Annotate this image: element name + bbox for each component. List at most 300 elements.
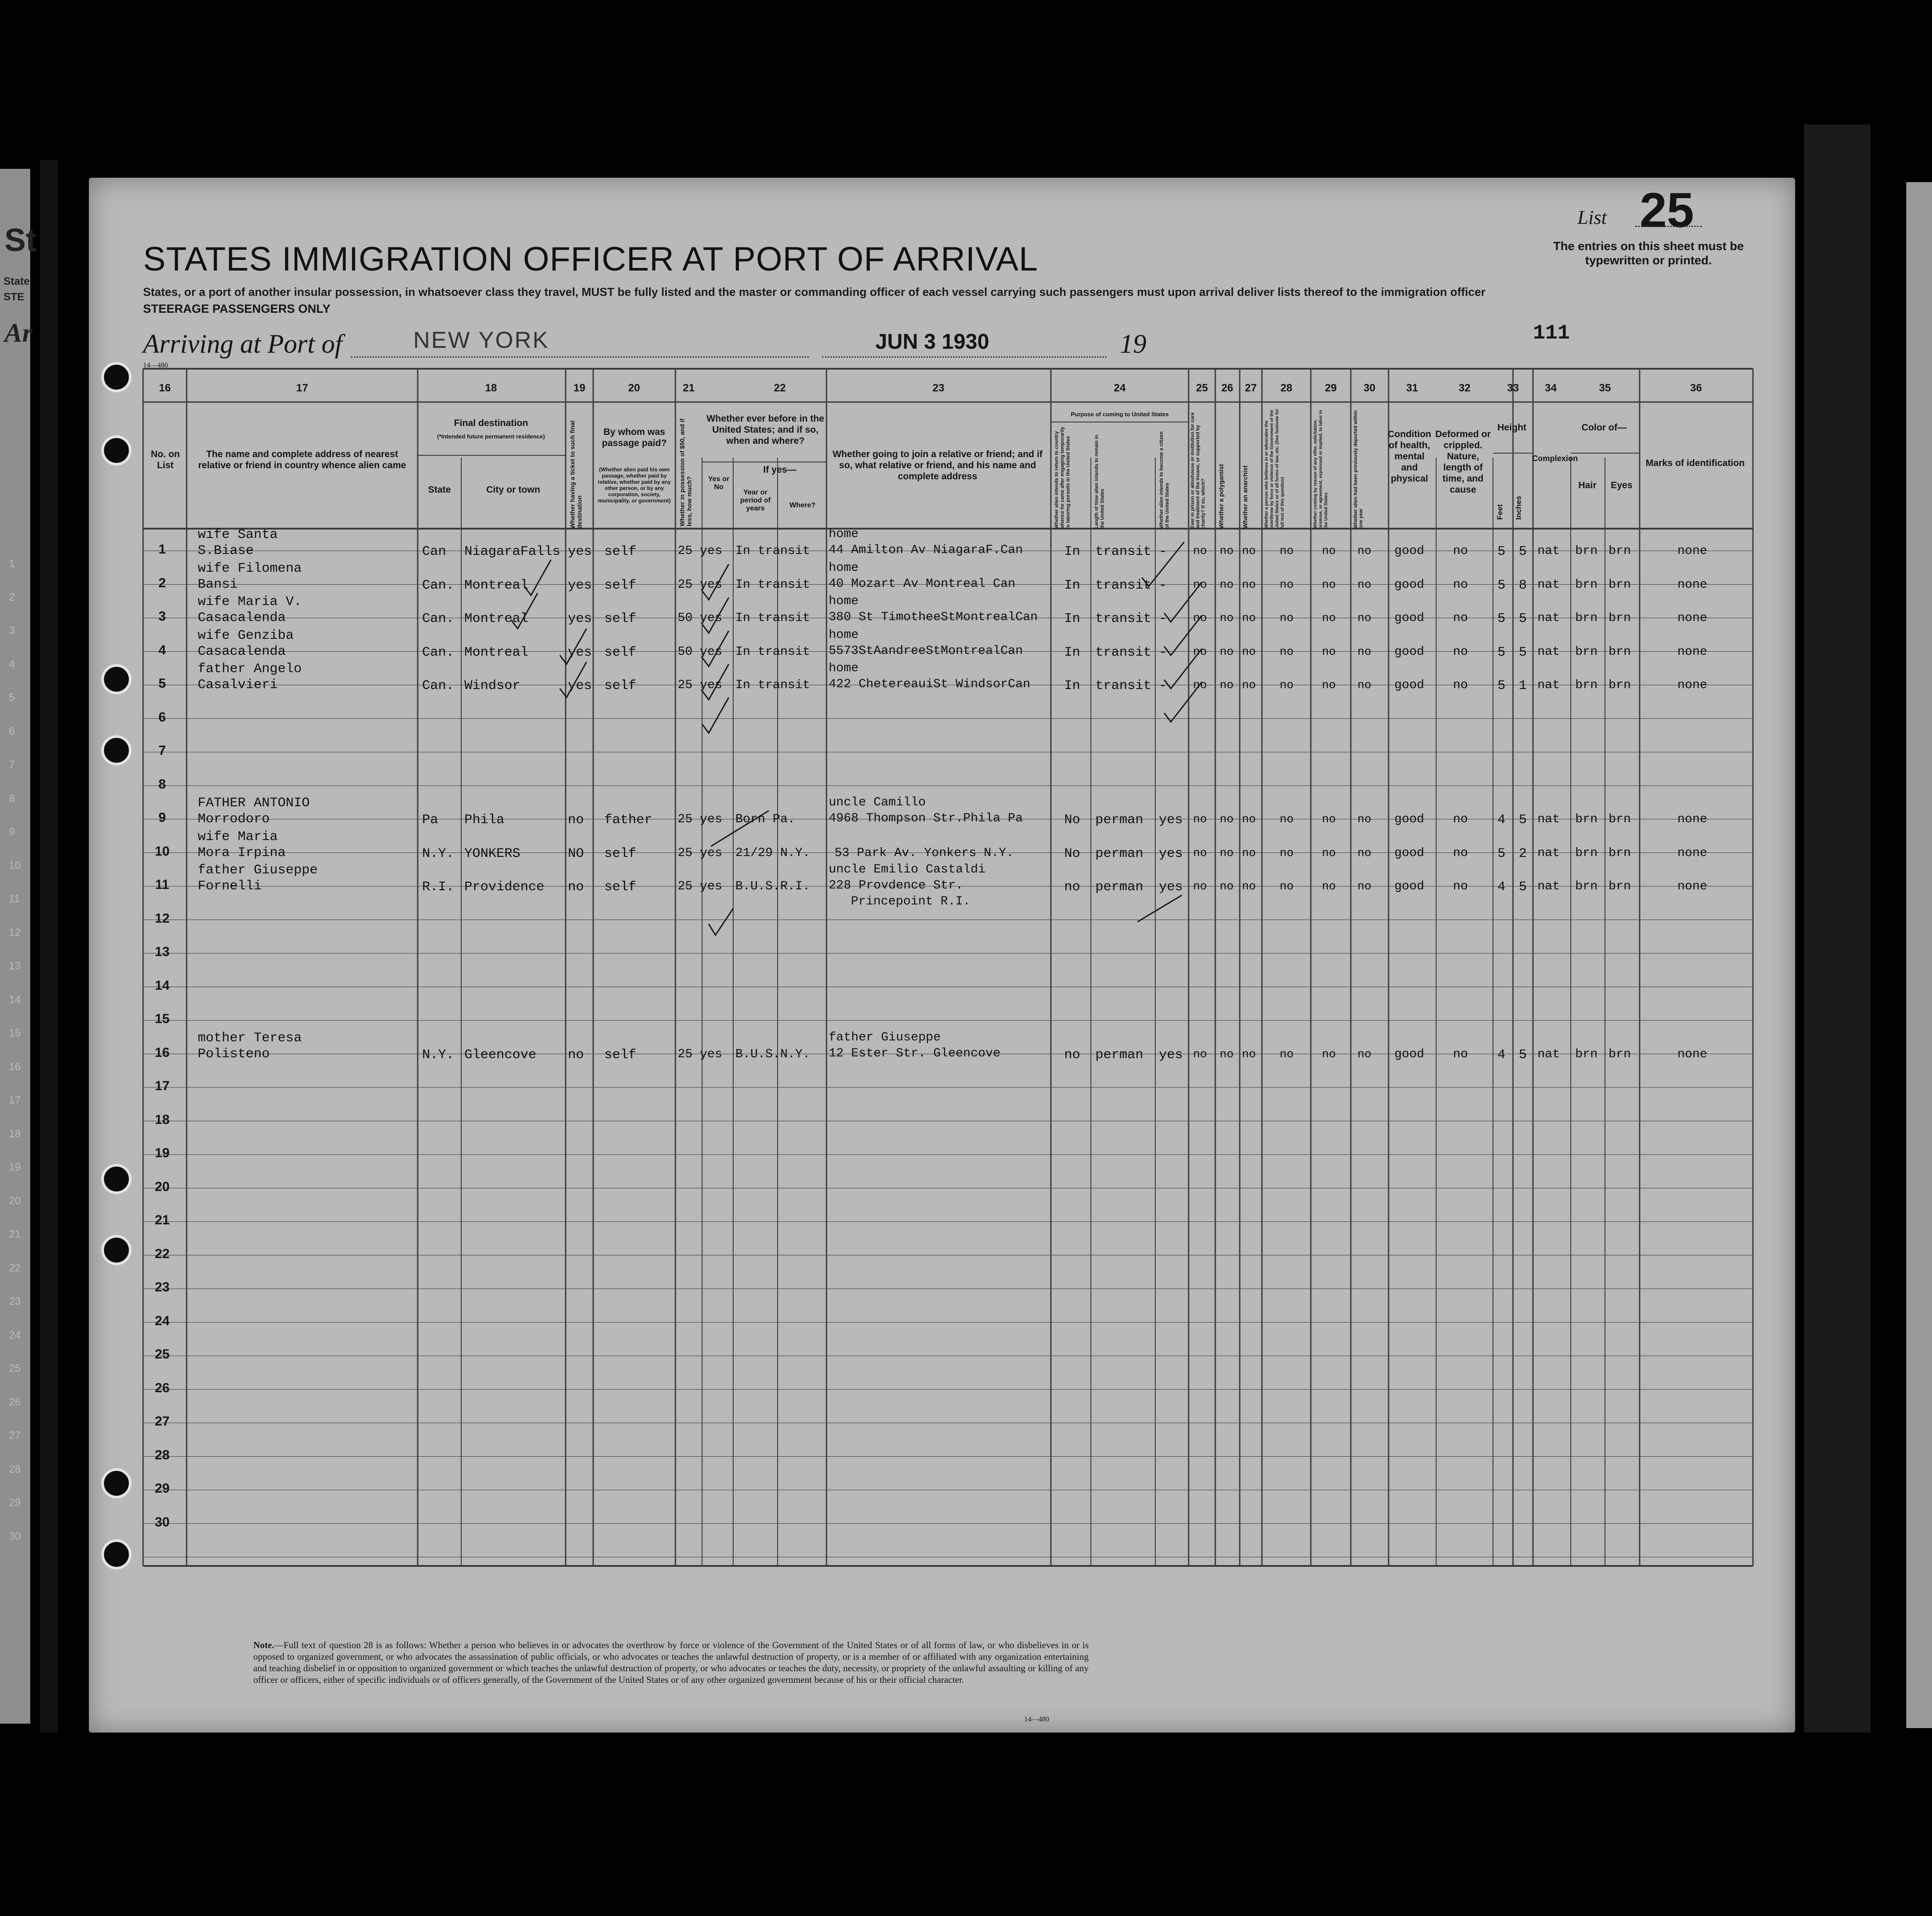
passage-paid-by: self [604, 544, 637, 559]
purpose-length: transit [1095, 611, 1152, 626]
left-page-row-number: 13 [9, 960, 21, 972]
header-feet: Feet [1496, 504, 1504, 520]
q25-answer: no [1193, 678, 1207, 692]
before-in-us: yes [700, 813, 723, 826]
check-mark [711, 811, 769, 846]
steerage-label: STEERAGE PASSENGERS ONLY [143, 302, 331, 315]
check-mark [702, 631, 729, 666]
left-page-line-1: State [4, 275, 30, 287]
header-city: City or town [486, 485, 540, 495]
row-number: 22 [155, 1246, 170, 1261]
column-number: 21 [683, 382, 695, 394]
ticket-answer: yes [568, 578, 592, 593]
deformed-answer: no [1453, 578, 1468, 592]
purpose-length: transit [1095, 578, 1152, 593]
money-in-possession: 50 [678, 611, 693, 625]
ticket-answer: NO [568, 846, 584, 861]
header-polygamist: Whether a polygamist [1217, 464, 1225, 529]
destination-city: Montreal [464, 645, 529, 660]
deformed-answer: no [1453, 880, 1468, 893]
q28-answer: no [1280, 544, 1294, 558]
q26-answer: no [1220, 544, 1234, 558]
health-condition: good [1394, 678, 1425, 692]
row-number: 3 [158, 609, 166, 624]
q27-answer: no [1242, 846, 1256, 860]
height-feet: 5 [1497, 611, 1506, 626]
row-number: 15 [155, 1012, 170, 1026]
before-in-us: yes [700, 846, 723, 860]
identification-marks: none [1677, 880, 1708, 893]
purpose-citizen: yes [1159, 1047, 1183, 1063]
purpose-length: transit [1095, 544, 1152, 559]
deformed-answer: no [1453, 645, 1468, 659]
column-number: 20 [628, 382, 640, 394]
destination-state: Pa [422, 813, 439, 828]
left-page-row-number: 12 [9, 926, 21, 939]
money-in-possession: 25 [678, 1047, 693, 1061]
check-mark [702, 697, 729, 733]
header-ticket: Whether having a ticket to such final destination [569, 420, 583, 529]
header-marks: Marks of identification [1645, 458, 1745, 468]
check-mark [560, 629, 587, 664]
joining-relative: home [829, 628, 859, 642]
q26-answer: no [1220, 678, 1234, 692]
height-inches: 5 [1519, 880, 1527, 895]
joining-relative: home [829, 527, 859, 541]
row-number: 27 [155, 1414, 170, 1429]
relative-name: Casalvieri [198, 677, 278, 693]
destination-state: Can. [422, 645, 455, 660]
left-page-row-number: 15 [9, 1027, 21, 1039]
purpose-return: In [1064, 611, 1081, 626]
joining-relative: 53 Park Av. Yonkers N.Y. [834, 846, 1014, 860]
header-if-yes: If yes— [763, 465, 797, 475]
column-number: 30 [1363, 382, 1376, 394]
ticket-answer: no [568, 1047, 584, 1063]
complexion: nat [1537, 645, 1560, 659]
relative-name: father Giuseppe [198, 863, 318, 878]
identification-marks: none [1677, 578, 1708, 592]
purpose-citizen: - [1159, 578, 1167, 593]
left-page-row-number: 24 [9, 1329, 21, 1341]
footnote-text: —Full text of question 28 is as follows: Whether a person who believes in or advocates the overthrow by force or violence of the Government of the United States or of all forms of law, or who disbelieves in or is opposed to organized government, or who advocates the assassination of public officials, or who advocates or teaches the unlawful destruction of property, or is a member of or affiliated with any organization entertaining and teaching disbelief in or opposition to organized government or which teaches the unlawful destruction of property, or who advocates or teaches the duty, necessity, or propriety of the unlawful assaulting or killing of any officer or officers, either of specific individuals or of officers generally, of the Government of the United States or of any other organized government because of his or their official character. [253, 1640, 1089, 1685]
complexion: nat [1537, 846, 1560, 860]
height-feet: 4 [1497, 1047, 1506, 1063]
purpose-citizen: - [1159, 611, 1167, 626]
joining-relative: Princepoint R.I. [851, 895, 970, 908]
health-condition: good [1394, 544, 1425, 558]
left-page-row-number: 2 [9, 591, 15, 603]
row-number: 21 [155, 1213, 170, 1227]
header-purpose-length: Length of time alien intends to remain in the United States [1094, 434, 1105, 529]
check-mark [524, 560, 551, 595]
joining-relative: home [829, 561, 859, 575]
check-mark [1142, 542, 1184, 586]
left-page-row-number: 29 [9, 1497, 21, 1509]
column-number: 32 [1458, 382, 1471, 394]
row-number: 14 [155, 978, 170, 993]
money-in-possession: 25 [678, 544, 693, 558]
header-condition: Condition of health, mental and physical [1388, 429, 1431, 484]
relative-name: mother Teresa [198, 1030, 302, 1046]
header-color-of: Color of— [1581, 422, 1627, 433]
health-condition: good [1394, 645, 1425, 659]
before-where: B.U.S.N.Y. [735, 1047, 810, 1061]
q28-answer: no [1280, 813, 1294, 826]
destination-state: N.Y. [422, 846, 455, 861]
height-inches: 8 [1519, 578, 1527, 593]
complexion: nat [1537, 678, 1560, 692]
before-where: In transit [735, 611, 810, 625]
footnote [253, 1639, 1089, 1685]
q27-answer: no [1242, 544, 1256, 558]
purpose-return: In [1064, 544, 1081, 559]
q26-answer: no [1220, 645, 1234, 658]
eye-color: brn [1609, 578, 1631, 592]
left-page-row-number: 5 [9, 692, 15, 704]
q25-answer: no [1193, 846, 1207, 860]
left-page-italic-fragment: Ar [4, 318, 33, 347]
before-in-us: yes [700, 611, 723, 625]
q25-answer: no [1193, 544, 1207, 558]
header-purpose-citizen: Whether alien intends to become a citizen of the United States [1159, 431, 1170, 529]
destination-state: N.Y. [422, 1047, 455, 1063]
q28-answer: no [1280, 611, 1294, 625]
money-in-possession: 25 [678, 880, 693, 893]
row-number: 17 [155, 1079, 170, 1093]
purpose-return: In [1064, 678, 1081, 693]
row-number: 10 [155, 844, 170, 859]
q28-answer: no [1280, 578, 1294, 591]
relative-name: Morrodoro [198, 812, 270, 827]
row-number: 24 [155, 1313, 170, 1328]
q25-answer: no [1193, 1047, 1207, 1061]
q27-answer: no [1242, 880, 1256, 893]
purpose-citizen: yes [1159, 813, 1183, 828]
q27-answer: no [1242, 645, 1256, 658]
destination-city: Windsor [464, 678, 521, 693]
passage-paid-by: self [604, 645, 637, 660]
height-feet: 5 [1497, 645, 1506, 660]
passage-paid-by: self [604, 578, 637, 593]
q28-answer: no [1280, 846, 1294, 860]
header-yes-no: Yes or No [708, 475, 730, 491]
complexion: nat [1537, 578, 1560, 592]
q30-answer: no [1357, 846, 1372, 860]
header-before-us: Whether ever before in the United States; and if so, when and where? [707, 414, 824, 446]
purpose-citizen: - [1159, 678, 1167, 693]
row-number: 18 [155, 1112, 170, 1127]
destination-city: Gleencove [464, 1047, 537, 1063]
relative-name: Fornelli [198, 879, 262, 894]
left-page-row-number: 22 [9, 1262, 21, 1274]
joining-relative: 422 ChetereauiSt WindsorCan [829, 677, 1030, 691]
height-inches: 5 [1519, 813, 1527, 828]
joining-relative: home [829, 661, 859, 675]
hair-color: brn [1575, 813, 1598, 826]
row-number: 5 [158, 676, 166, 691]
q30-answer: no [1357, 880, 1372, 893]
deformed-answer: no [1453, 1047, 1468, 1061]
column-number: 27 [1245, 382, 1257, 394]
left-page-row-number: 17 [9, 1094, 21, 1106]
relative-name: FATHER ANTONIO [198, 796, 310, 811]
ticket-answer: no [568, 813, 584, 828]
eye-color: brn [1609, 544, 1631, 558]
column-number: 34 [1545, 382, 1557, 394]
deformed-answer: no [1453, 544, 1468, 558]
q29-answer: no [1322, 880, 1336, 893]
health-condition: good [1394, 611, 1425, 625]
before-where: In transit [735, 544, 810, 558]
purpose-return: No [1064, 813, 1081, 828]
joining-relative: uncle Camillo [829, 796, 926, 809]
left-page-row-number: 18 [9, 1127, 21, 1140]
header-q28: Whether a person who believes in or advocates the overthrow by force or violence of the Government of the United States or of all forms of law, etc. (See footnote for full text of this question) [1264, 409, 1285, 529]
ticket-answer: yes [568, 645, 592, 660]
passage-paid-by: self [604, 611, 637, 626]
health-condition: good [1394, 880, 1425, 893]
left-page-row-number: 30 [9, 1530, 21, 1542]
header-nearest-relative: The name and complete address of nearest relative or friend in country whence alien came [198, 449, 406, 470]
q30-answer: no [1357, 1047, 1372, 1061]
hair-color: brn [1575, 678, 1598, 692]
ticket-answer: no [568, 880, 584, 895]
row-number: 8 [158, 777, 166, 792]
identification-marks: none [1677, 1047, 1708, 1061]
form-number-top: 14—480 [143, 362, 168, 369]
q29-answer: no [1322, 678, 1336, 692]
purpose-return: no [1064, 1047, 1081, 1063]
destination-city: YONKERS [464, 846, 521, 861]
header-final-destination-note: (*Intended future permanent residence) [437, 433, 545, 440]
relative-name: Casacalenda [198, 644, 286, 659]
left-page-row-number: 26 [9, 1396, 21, 1408]
before-in-us: yes [700, 678, 723, 692]
q29-answer: no [1322, 813, 1336, 826]
left-page-row-number: 7 [9, 759, 15, 771]
ticket-answer: yes [568, 678, 592, 693]
form-subtitle: States, or a port of another insular possession, in whatsoever class they travel, MUST be fully listed and the master or commanding officer of each vessel carrying such passengers must upon arrival deliver lists thereof to the immigration officer [143, 285, 1486, 299]
relative-name: wife Santa [198, 527, 278, 542]
destination-state: Can. [422, 678, 455, 693]
q30-answer: no [1357, 578, 1372, 591]
q30-answer: no [1357, 678, 1372, 692]
left-page-row-number: 1 [9, 558, 15, 570]
height-inches: 2 [1519, 846, 1527, 861]
complexion: nat [1537, 880, 1560, 893]
destination-state: Can [422, 544, 447, 559]
height-feet: 4 [1497, 880, 1506, 895]
q25-answer: no [1193, 813, 1207, 826]
left-page-row-number: 19 [9, 1161, 21, 1173]
passage-paid-by: father [604, 813, 653, 828]
destination-state: R.I. [422, 880, 455, 895]
left-page-row-number: 4 [9, 658, 15, 670]
eye-color: brn [1609, 880, 1631, 893]
left-page-row-number: 8 [9, 792, 15, 805]
column-number: 24 [1114, 382, 1126, 394]
joining-relative: home [829, 594, 859, 608]
purpose-return: No [1064, 846, 1081, 861]
joining-relative: 40 Mozart Av Montreal Can [829, 577, 1016, 591]
column-number: 16 [159, 382, 171, 394]
hair-color: brn [1575, 645, 1598, 659]
hair-color: brn [1575, 611, 1598, 625]
q26-answer: no [1220, 813, 1234, 826]
height-inches: 1 [1519, 678, 1527, 693]
header-q30: Whether alien had been previously deported within one year [1353, 410, 1364, 529]
form-number-bottom: 14—480 [1024, 1716, 1049, 1723]
check-mark [511, 593, 538, 629]
deformed-answer: no [1453, 813, 1468, 826]
hair-color: brn [1575, 880, 1598, 893]
purpose-length: transit [1095, 678, 1152, 693]
check-mark [702, 664, 729, 700]
q29-answer: no [1322, 846, 1336, 860]
relative-name: father Angelo [198, 661, 302, 677]
purpose-citizen: yes [1159, 880, 1183, 895]
header-joining: Whether going to join a relative or friend; and if so, what relative or friend, and his name and complete address [832, 449, 1043, 482]
hair-color: brn [1575, 846, 1598, 860]
arriving-label: Arriving at Port of [143, 329, 343, 359]
column-number: 18 [485, 382, 497, 394]
height-feet: 5 [1497, 846, 1506, 861]
q27-answer: no [1242, 578, 1256, 591]
hair-color: brn [1575, 544, 1598, 558]
q26-answer: no [1220, 611, 1234, 625]
before-in-us: yes [700, 578, 723, 592]
money-in-possession: 25 [678, 813, 693, 826]
relative-name: Casacalenda [198, 610, 286, 625]
column-number: 28 [1280, 382, 1293, 394]
column-number: 36 [1690, 382, 1702, 394]
before-where: In transit [735, 678, 810, 692]
q30-answer: no [1357, 544, 1372, 558]
header-height: Height [1497, 422, 1527, 433]
clerk-code: 111 [1533, 322, 1570, 345]
row-number: 13 [155, 944, 170, 959]
list-label: List [1577, 207, 1607, 228]
left-page-row-number: 20 [9, 1195, 21, 1207]
header-passage: By whom was passage paid? [602, 427, 667, 448]
header-anarchist: Whether an anarchist [1241, 465, 1249, 529]
typewritten-notice: The entries on this sheet must be typewritten or printed. [1553, 239, 1744, 267]
left-page-row-number: 10 [9, 859, 21, 872]
header-inches: Inches [1514, 496, 1523, 520]
header-where: Where? [789, 502, 816, 509]
footnote-label: Note. [253, 1640, 275, 1650]
left-page-row-number: 6 [9, 725, 15, 737]
header-final-destination: Final destination [454, 418, 528, 428]
port-of-arrival: NEW YORK [413, 327, 550, 353]
header-purpose-return: Whether alien intends to return to country whence he came after engaging temporarily in laboring pursuits in the United States [1054, 426, 1071, 529]
check-mark [1164, 582, 1202, 622]
row-number: 26 [155, 1380, 170, 1395]
purpose-length: perman [1095, 846, 1144, 861]
header-eyes: Eyes [1610, 480, 1633, 490]
q29-answer: no [1322, 578, 1336, 591]
height-inches: 5 [1519, 544, 1527, 559]
eye-color: brn [1609, 678, 1631, 692]
money-in-possession: 25 [678, 846, 693, 860]
relative-name: Bansi [198, 577, 238, 592]
q30-answer: no [1357, 611, 1372, 625]
left-page-row-number: 3 [9, 625, 15, 637]
identification-marks: none [1677, 544, 1708, 558]
deformed-answer: no [1453, 611, 1468, 625]
before-in-us: yes [700, 880, 723, 893]
height-inches: 5 [1519, 645, 1527, 660]
joining-relative: 12 Ester Str. Gleencove [829, 1046, 1001, 1060]
q25-answer: no [1193, 611, 1207, 625]
joining-relative: 228 Provdence Str. [829, 879, 963, 892]
passage-paid-by: self [604, 1047, 637, 1063]
q27-answer: no [1242, 611, 1256, 625]
destination-city: Montreal [464, 611, 529, 626]
relative-name: wife Maria V. [198, 594, 302, 609]
before-in-us: yes [700, 544, 723, 558]
row-number: 23 [155, 1280, 170, 1295]
row-number: 20 [155, 1179, 170, 1194]
purpose-length: perman [1095, 813, 1144, 828]
q27-answer: no [1242, 678, 1256, 692]
q26-answer: no [1220, 880, 1234, 893]
before-in-us: yes [700, 1047, 723, 1061]
q28-answer: no [1280, 1047, 1294, 1061]
before-where: In transit [735, 578, 810, 592]
eye-color: brn [1609, 611, 1631, 625]
left-page-row-number: 16 [9, 1060, 21, 1073]
q26-answer: no [1220, 1047, 1234, 1061]
check-mark [709, 908, 733, 935]
year-prefix: 19 [1120, 329, 1146, 359]
left-page-title-fragment: St [4, 223, 36, 258]
q26-answer: no [1220, 578, 1234, 591]
q28-answer: no [1280, 645, 1294, 658]
left-page-row-number: 23 [9, 1295, 21, 1307]
row-number: 9 [158, 810, 166, 825]
money-in-possession: 25 [678, 678, 693, 692]
left-page-row-number: 9 [9, 826, 15, 838]
joining-relative: 5573StAandreeStMontrealCan [829, 644, 1023, 658]
relative-name: Polisteno [198, 1046, 270, 1062]
column-number: 23 [932, 382, 945, 394]
relative-name: wife Filomena [198, 561, 302, 576]
row-number: 28 [155, 1447, 170, 1462]
header-purpose: Purpose of coming to United States [1070, 411, 1169, 418]
row-number: 6 [158, 709, 166, 725]
header-year-period: Year or period of years [740, 489, 771, 512]
column-number: 25 [1196, 382, 1208, 394]
row-number: 29 [155, 1481, 170, 1496]
purpose-length: perman [1095, 1047, 1144, 1063]
destination-state: Can. [422, 611, 455, 626]
q25-answer: no [1193, 880, 1207, 893]
header-passage-note: (Whether alien paid his own passage, whether paid by relative, whether paid by any other person, or by any corporation, society, municipality, or government) [598, 466, 671, 504]
eye-color: brn [1609, 1047, 1631, 1061]
q27-answer: no [1242, 813, 1256, 826]
check-mark [1138, 895, 1182, 922]
height-feet: 5 [1497, 544, 1506, 559]
header-deformed: Deformed or crippled. Nature, length of time, and cause [1435, 429, 1491, 495]
deformed-answer: no [1453, 846, 1468, 860]
arrival-date: JUN 3 1930 [875, 330, 990, 354]
identification-marks: none [1677, 645, 1708, 659]
row-number: 7 [158, 743, 166, 758]
destination-city: NiagaraFalls [464, 544, 561, 559]
complexion: nat [1537, 813, 1560, 826]
